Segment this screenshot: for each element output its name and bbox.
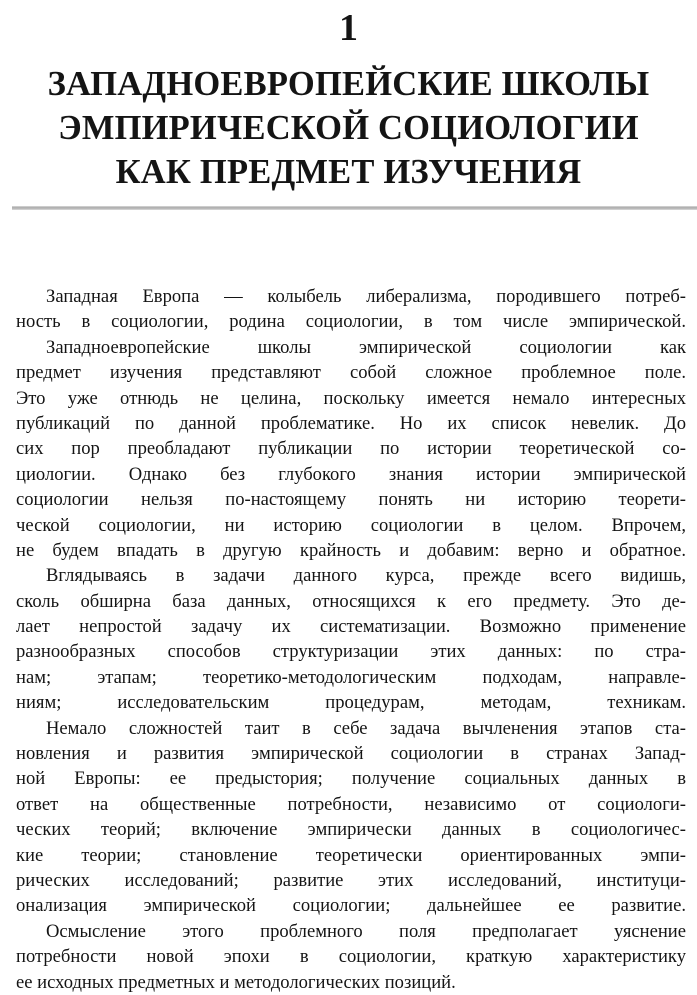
title-divider: [12, 206, 697, 210]
text-line: лает непростой задачу их систематизации. Возможно применение: [16, 616, 686, 638]
text-line: публикаций по данной проблематике. Но их список невелик. До: [16, 412, 686, 434]
chapter-title-line: КАК ПРЕДМЕТ ИЗУЧЕНИЯ: [115, 153, 582, 191]
body-text: [16, 284, 686, 995]
text-line: сколь обширна база данных, относящихся к его предмету. Это де-: [16, 590, 686, 612]
text-line: ность в социологии, родина социологии, в том числе эмпирической.: [16, 311, 686, 333]
text-line: ческих теорий; включение эмпирически данных в социологичес-: [16, 819, 686, 841]
text-line: социологии нельзя по-настоящему понять ни историю теорети-: [16, 489, 686, 511]
chapter-title-line: ЭМПИРИЧЕСКОЙ СОЦИОЛОГИИ: [58, 109, 639, 147]
text-line: нам; этапам; теоретико-методологическим подходам, направле-: [16, 666, 686, 688]
text-line: Осмысление этого проблемного поля предполагает уяснение: [46, 920, 686, 942]
text-line: не будем впадать в другую крайность и добавим: верно и обратное.: [16, 539, 686, 561]
text-line: ческой социологии, ни историю социологии в целом. Впрочем,: [16, 514, 686, 536]
text-line: ее исходных предметных и методологических позиций.: [16, 971, 456, 993]
text-line: онализация эмпирической социологии; дальнейшее ее развитие.: [16, 895, 686, 917]
chapter-number: 1: [339, 7, 358, 49]
text-line: Вглядываясь в задачи данного курса, прежде всего видишь,: [46, 565, 686, 587]
text-line: новления и развития эмпирической социологии в странах Запад-: [16, 743, 686, 765]
text-line: Западная Европа — колыбель либерализма, породившего потреб-: [46, 286, 686, 307]
text-line: потребности новой эпохи в социологии, краткую характеристику: [16, 946, 686, 968]
text-line: Это уже отнюдь не целина, поскольку имеется немало интересных: [16, 387, 686, 409]
text-line: Немало сложностей таит в себе задача вычленения этапов ста-: [46, 717, 686, 739]
text-line: ной Европы: ее предыстория; получение социальных данных в: [16, 768, 686, 790]
text-line: разнообразных способов структуризации этих данных: по стра-: [16, 641, 686, 663]
text-line: Западноевропейские школы эмпирической социологии как: [46, 336, 686, 358]
text-line: рических исследований; развитие этих исследований, институци-: [16, 869, 686, 891]
text-line: ниям; исследовательским процедурам, методам, техникам.: [16, 692, 686, 714]
chapter-title-line: ЗАПАДНОЕВРОПЕЙСКИЕ ШКОЛЫ: [47, 65, 650, 103]
text-line: циологии. Однако без глубокого знания истории эмпирической: [16, 463, 686, 485]
text-line: кие теории; становление теоретически ориентированных эмпи-: [16, 844, 686, 866]
text-line: сих пор преобладают публикации по истории теоретической со-: [16, 438, 686, 460]
text-line: предмет изучения представляют собой сложное проблемное поле.: [16, 362, 686, 384]
chapter-title: [0, 62, 697, 194]
text-line: ответ на общественные потребности, независимо от социологи-: [16, 793, 686, 815]
